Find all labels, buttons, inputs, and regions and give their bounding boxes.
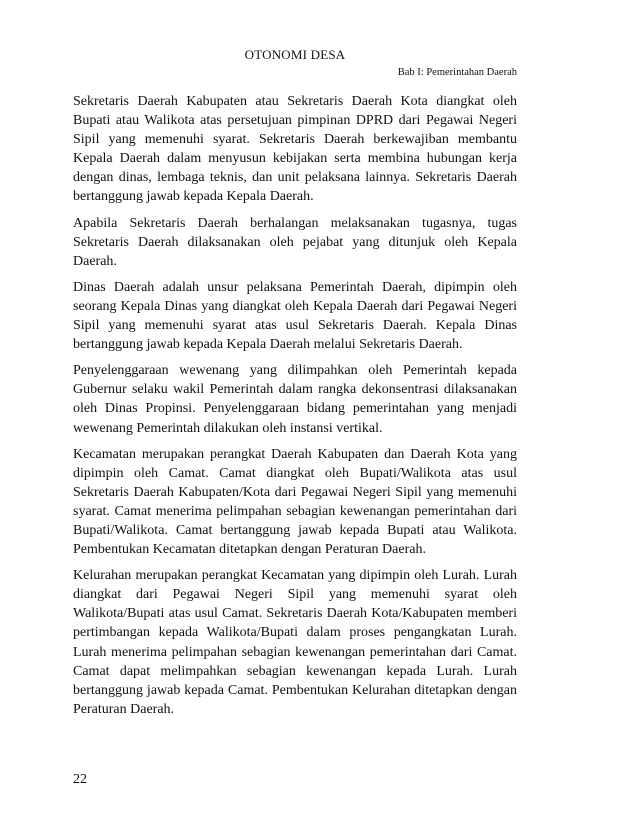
paragraph-penyelenggaraan-wewenang: Penyelenggaraan wewenang yang dilimpahkan oleh Pemerintah kepada Gubernur selaku wakil Pemerintah dalam rangka dekonsentrasi dilaksanakan oleh Dinas Propinsi. Penyelenggaraan bidang pemerintahan yang menjadi wewenang Pemerintah dilakukan oleh instansi vertikal.	[73, 363, 517, 436]
paragraph-kelurahan: Kelurahan merupakan perangkat Kecamatan yang dipimpin oleh Lurah. Lurah diangkat dari Pegawai Negeri Sipil yang memenuhi syarat oleh Walikota/Bupati atas usul Camat. Sekretaris Daerah Kota/Kabupaten memberi pertimbangan kepada Walikota/Bupati dalam proses pengangkatan Lurah. Lurah menerima pelimpahan sebagian kewenangan pemerintahan dari Camat. Camat dapat melimpahkan sebagian kewenangan kepada Lurah. Lurah bertanggung jawab kepada Camat. Pembentukan Kelurahan ditetapkan dengan Peraturan Daerah.	[73, 568, 517, 717]
paragraph-kecamatan: Kecamatan merupakan perangkat Daerah Kabupaten dan Daerah Kota yang dipimpin oleh Camat. Camat diangkat oleh Bupati/Walikota atas usul Sekretaris Daerah Kabupaten/Kota dari Pegawai Negeri Sipil yang memenuhi syarat. Camat menerima pelimpahan sebagian kewenangan pemerintahan dari Bupati/Walikota. Camat bertanggung jawab kepada Bupati atau Walikota. Pembentukan Kecamatan ditetapkan dengan Peraturan Daerah.	[73, 446, 517, 558]
paragraph-dinas-daerah: Dinas Daerah adalah unsur pelaksana Pemerintah Daerah, dipimpin oleh seorang Kepala Dinas yang diangkat oleh Kepala Daerah dari Pegawai Negeri Sipil yang memenuhi syarat atas usul Sekretaris Daerah. Kepala Dinas bertanggung jawab kepada Kepala Daerah melalui Sekretaris Daerah.	[73, 279, 517, 353]
running-header-title: OTONOMI DESA	[244, 47, 346, 62]
body-text	[73, 92, 517, 726]
running-header-chapter: Bab I: Pemerintahan Daerah	[397, 67, 517, 78]
paragraph-sekretaris-berhalangan: Apabila Sekretaris Daerah berhalangan melaksanakan tugasnya, tugas Sekretaris Daerah dilaksanakan oleh pejabat yang ditunjuk oleh Kepala Daerah.	[73, 215, 517, 269]
paragraph-sekretaris-daerah: Sekretaris Daerah Kabupaten atau Sekretaris Daerah Kota diangkat oleh Bupati atau Walikota atas persetujuan pimpinan DPRD dari Pegawai Negeri Sipil yang memenuhi syarat. Sekretaris Daerah berkewajiban membantu Kepala Daerah dalam menyusun kebijakan serta membina hubungan kerja dengan dinas, lembaga teknis, dan unit pelaksana lainnya. Sekretaris Daerah bertanggung jawab kepada Kepala Daerah.	[73, 94, 517, 205]
page-number: 22	[73, 772, 87, 787]
